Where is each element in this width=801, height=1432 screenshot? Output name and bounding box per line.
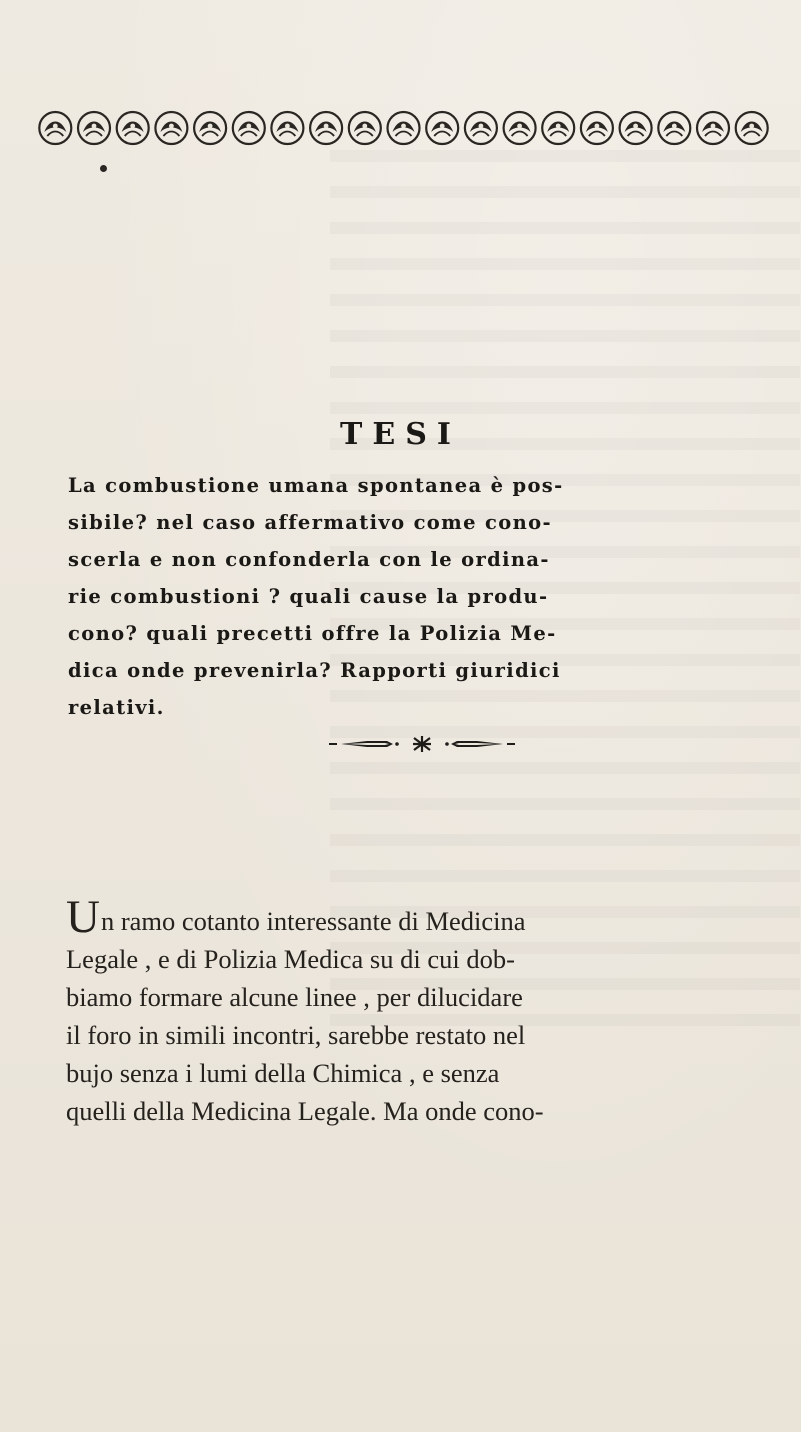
ornament-rosette [697, 112, 729, 144]
body-line-text: n ramo cotanto interessante di Medicina [100, 906, 526, 936]
thesis-line: cono? quali precetti offre la Polizia Me- [68, 622, 557, 645]
ink-dot [100, 165, 107, 172]
ornament-rosette [426, 112, 458, 144]
body-line [66, 891, 746, 943]
body-line: quelli della Medicina Legale. Ma onde cono- [66, 1096, 544, 1126]
ornament-rosette [194, 112, 226, 144]
ornament-rosette [155, 112, 187, 144]
ornamental-header-band [36, 108, 771, 148]
ornamental-divider [327, 734, 517, 754]
ornament-rosette [581, 112, 613, 144]
ornament-rosette [542, 112, 574, 144]
ornament-rosette [271, 112, 303, 144]
ornament-rosette [620, 112, 652, 144]
body-paragraph [66, 891, 746, 1130]
ornament-rosette [736, 112, 768, 144]
thesis-line: scerla e non confonderla con le ordina- [68, 548, 550, 571]
ornament-rosette [349, 112, 381, 144]
body-line: il foro in simili incontri, sarebbe restato nel [66, 1020, 526, 1050]
body-line: bujo senza i lumi della Chimica , e senza [66, 1058, 500, 1088]
ornament-rosette [39, 112, 71, 144]
ornament-rosette [388, 112, 420, 144]
ornament-rosette [117, 112, 149, 144]
ornament-rosette [233, 112, 265, 144]
drop-cap: U [66, 891, 100, 943]
ornament-rosette [78, 112, 110, 144]
thesis-question [68, 467, 758, 726]
ornament-rosette [310, 112, 342, 144]
thesis-line: rie combustioni ? quali cause la produ- [68, 585, 549, 608]
thesis-line: relativi. [68, 696, 165, 719]
section-title: TESI [340, 417, 461, 452]
thesis-line: sibile? nel caso affermativo come cono- [68, 511, 552, 534]
ornament-rosette [504, 112, 536, 144]
thesis-line: dica onde prevenirla? Rapporti giuridici [68, 659, 561, 682]
body-line: Legale , e di Polizia Medica su di cui dob- [66, 944, 515, 974]
ornament-rosette [465, 112, 497, 144]
body-line: biamo formare alcune linee , per dilucidare [66, 982, 523, 1012]
thesis-line: La combustione umana spontanea è pos- [68, 474, 564, 497]
ornament-rosette [658, 112, 690, 144]
